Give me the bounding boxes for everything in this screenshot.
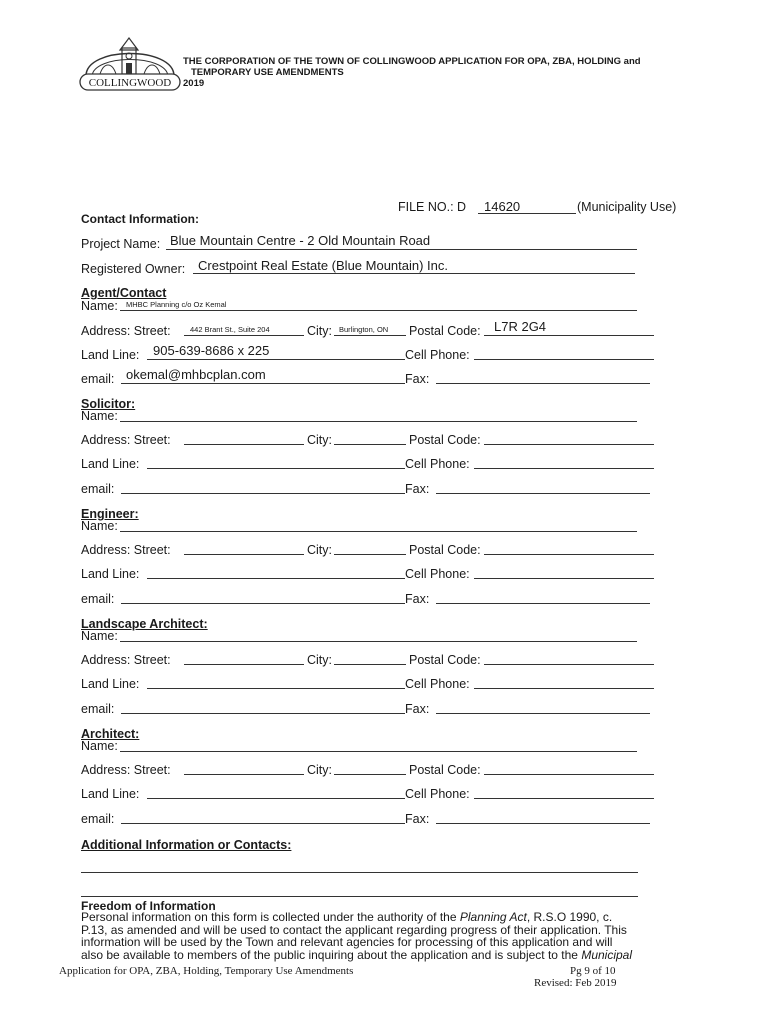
agent-name-value[interactable]: MHBC Planning c/o Oz Kemal [126, 300, 227, 309]
landscape-architect-email-line[interactable] [121, 713, 405, 714]
agent-email-value[interactable]: okemal@mhbcplan.com [126, 367, 266, 382]
solicitor-land-line-line[interactable] [147, 468, 405, 469]
registered-owner-line [193, 273, 635, 274]
agent-name-line [120, 310, 637, 311]
architect-street-line[interactable] [184, 774, 304, 775]
engineer-fax-label: Fax: [405, 592, 430, 606]
architect-postal-line[interactable] [484, 774, 654, 775]
landscape-architect-postal-label: Postal Code: [409, 653, 481, 667]
architect-postal-label: Postal Code: [409, 763, 481, 777]
engineer-land-line-label: Land Line: [81, 567, 140, 581]
agent-postal-line [484, 335, 654, 336]
logo-wordmark: COLLINGWOOD [88, 77, 172, 89]
additional-heading: Additional Information or Contacts: [81, 838, 292, 852]
engineer-name-line[interactable] [120, 531, 637, 532]
architect-city-line[interactable] [334, 774, 406, 775]
landscape-architect-land-line-label: Land Line: [81, 677, 140, 691]
agent-land-line-value[interactable]: 905-639-8686 x 225 [153, 343, 270, 358]
landscape-architect-heading: Landscape Architect: [81, 617, 208, 631]
landscape-architect-street-label: Address: Street: [81, 653, 171, 667]
architect-land-line-label: Land Line: [81, 787, 140, 801]
agent-postal-value[interactable]: L7R 2G4 [494, 319, 547, 334]
additional-line-2[interactable] [81, 896, 638, 897]
agent-city-line [334, 335, 406, 336]
landscape-architect-land-line-line[interactable] [147, 688, 405, 689]
registered-owner-label: Registered Owner: [81, 262, 186, 276]
agent-cell-label: Cell Phone: [405, 348, 470, 362]
agent-fax-label: Fax: [405, 372, 430, 386]
project-name-value[interactable]: Blue Mountain Centre - 2 Old Mountain Road [170, 233, 431, 248]
solicitor-land-line-label: Land Line: [81, 457, 140, 471]
additional-line-1[interactable] [81, 872, 638, 873]
engineer-heading: Engineer: [81, 507, 139, 521]
architect-heading: Architect: [81, 727, 140, 741]
architect-cell-line[interactable] [474, 798, 654, 799]
landscape-architect-street-line[interactable] [184, 664, 304, 665]
foi-line3: information will be used by the Town and relevant agencies for processing of this application and will [81, 935, 613, 949]
file-no-value[interactable]: 14620 [484, 199, 521, 214]
contact-heading: Contact Information: [81, 212, 199, 226]
foi-heading: Freedom of Information [81, 899, 216, 913]
solicitor-city-label: City: [307, 433, 332, 447]
architect-fax-line[interactable] [436, 823, 650, 824]
landscape-architect-city-label: City: [307, 653, 332, 667]
engineer-email-label: email: [81, 592, 115, 606]
agent-city-label: City: [307, 324, 332, 338]
agent-heading: Agent/Contact [81, 286, 167, 300]
solicitor-name-label: Name: [81, 409, 118, 423]
solicitor-email-line[interactable] [121, 493, 405, 494]
agent-street-line [184, 335, 304, 336]
architect-name-label: Name: [81, 739, 118, 753]
architect-cell-label: Cell Phone: [405, 787, 470, 801]
solicitor-name-line[interactable] [120, 421, 637, 422]
architect-fax-label: Fax: [405, 812, 430, 826]
engineer-name-label: Name: [81, 519, 118, 533]
agent-postal-label: Postal Code: [409, 324, 481, 338]
agent-cell-line [474, 359, 654, 360]
agent-land-line-line [147, 359, 405, 360]
engineer-cell-line[interactable] [474, 578, 654, 579]
architect-email-line[interactable] [121, 823, 405, 824]
landscape-architect-fax-label: Fax: [405, 702, 430, 716]
project-name-line [166, 249, 637, 250]
agent-email-line [121, 383, 405, 384]
architect-email-label: email: [81, 812, 115, 826]
solicitor-cell-line[interactable] [474, 468, 654, 469]
landscape-architect-name-line[interactable] [120, 641, 637, 642]
file-no-suffix: (Municipality Use) [577, 200, 677, 214]
solicitor-postal-line[interactable] [484, 444, 654, 445]
engineer-street-line[interactable] [184, 554, 304, 555]
engineer-fax-line[interactable] [436, 603, 650, 604]
foi-line4: also be available to members of the public inquiring about the application and is subject to the Municipal [81, 947, 633, 962]
foi-line1: Personal information on this form is collected under the authority of the Planning Act, R.S.O 1990, c. [81, 910, 613, 924]
agent-email-label: email: [81, 372, 115, 386]
agent-street-value[interactable]: 442 Brant St., Suite 204 [190, 325, 270, 334]
engineer-land-line-line[interactable] [147, 578, 405, 579]
header-title-line3: 2019 [183, 78, 205, 89]
registered-owner-value[interactable]: Crestpoint Real Estate (Blue Mountain) Inc. [198, 258, 449, 273]
header-title-line1: THE CORPORATION OF THE TOWN OF COLLINGWOOD APPLICATION FOR OPA, ZBA, HOLDING and [183, 56, 641, 67]
engineer-postal-label: Postal Code: [409, 543, 481, 557]
foi-line2: P.13, as amended and will be used to contact the applicant regarding progress of their application. This [81, 922, 627, 937]
landscape-architect-cell-label: Cell Phone: [405, 677, 470, 691]
agent-land-line-label: Land Line: [81, 348, 140, 362]
footer-revised: Revised: Feb 2019 [534, 977, 617, 989]
landscape-architect-cell-line[interactable] [474, 688, 654, 689]
project-name-label: Project Name: [81, 237, 161, 251]
footer-page: Pg 9 of 10 [570, 965, 616, 977]
engineer-cell-label: Cell Phone: [405, 567, 470, 581]
engineer-city-line[interactable] [334, 554, 406, 555]
collingwood-logo [78, 36, 182, 92]
solicitor-city-line[interactable] [334, 444, 406, 445]
architect-city-label: City: [307, 763, 332, 777]
engineer-city-label: City: [307, 543, 332, 557]
solicitor-fax-line[interactable] [436, 493, 650, 494]
solicitor-cell-label: Cell Phone: [405, 457, 470, 471]
solicitor-email-label: email: [81, 482, 115, 496]
architect-land-line-line[interactable] [147, 798, 405, 799]
agent-street-label: Address: Street: [81, 324, 171, 338]
landscape-architect-email-label: email: [81, 702, 115, 716]
architect-street-label: Address: Street: [81, 763, 171, 777]
solicitor-fax-label: Fax: [405, 482, 430, 496]
landscape-architect-name-label: Name: [81, 629, 118, 643]
engineer-postal-line[interactable] [484, 554, 654, 555]
engineer-email-line[interactable] [121, 603, 405, 604]
agent-name-label: Name: [81, 299, 118, 313]
landscape-architect-postal-line[interactable] [484, 664, 654, 665]
solicitor-street-line[interactable] [184, 444, 304, 445]
solicitor-street-label: Address: Street: [81, 433, 171, 447]
landscape-architect-city-line[interactable] [334, 664, 406, 665]
landscape-architect-fax-line[interactable] [436, 713, 650, 714]
solicitor-heading: Solicitor: [81, 397, 136, 411]
engineer-street-label: Address: Street: [81, 543, 171, 557]
solicitor-postal-label: Postal Code: [409, 433, 481, 447]
agent-fax-line [436, 383, 650, 384]
footer-title: Application for OPA, ZBA, Holding, Temporary Use Amendments [59, 965, 354, 977]
architect-name-line[interactable] [120, 751, 637, 752]
agent-city-value[interactable]: Burlington, ON [339, 325, 389, 334]
header-title-line2: TEMPORARY USE AMENDMENTS [191, 67, 344, 78]
file-no-label: FILE NO.: D [398, 200, 467, 214]
